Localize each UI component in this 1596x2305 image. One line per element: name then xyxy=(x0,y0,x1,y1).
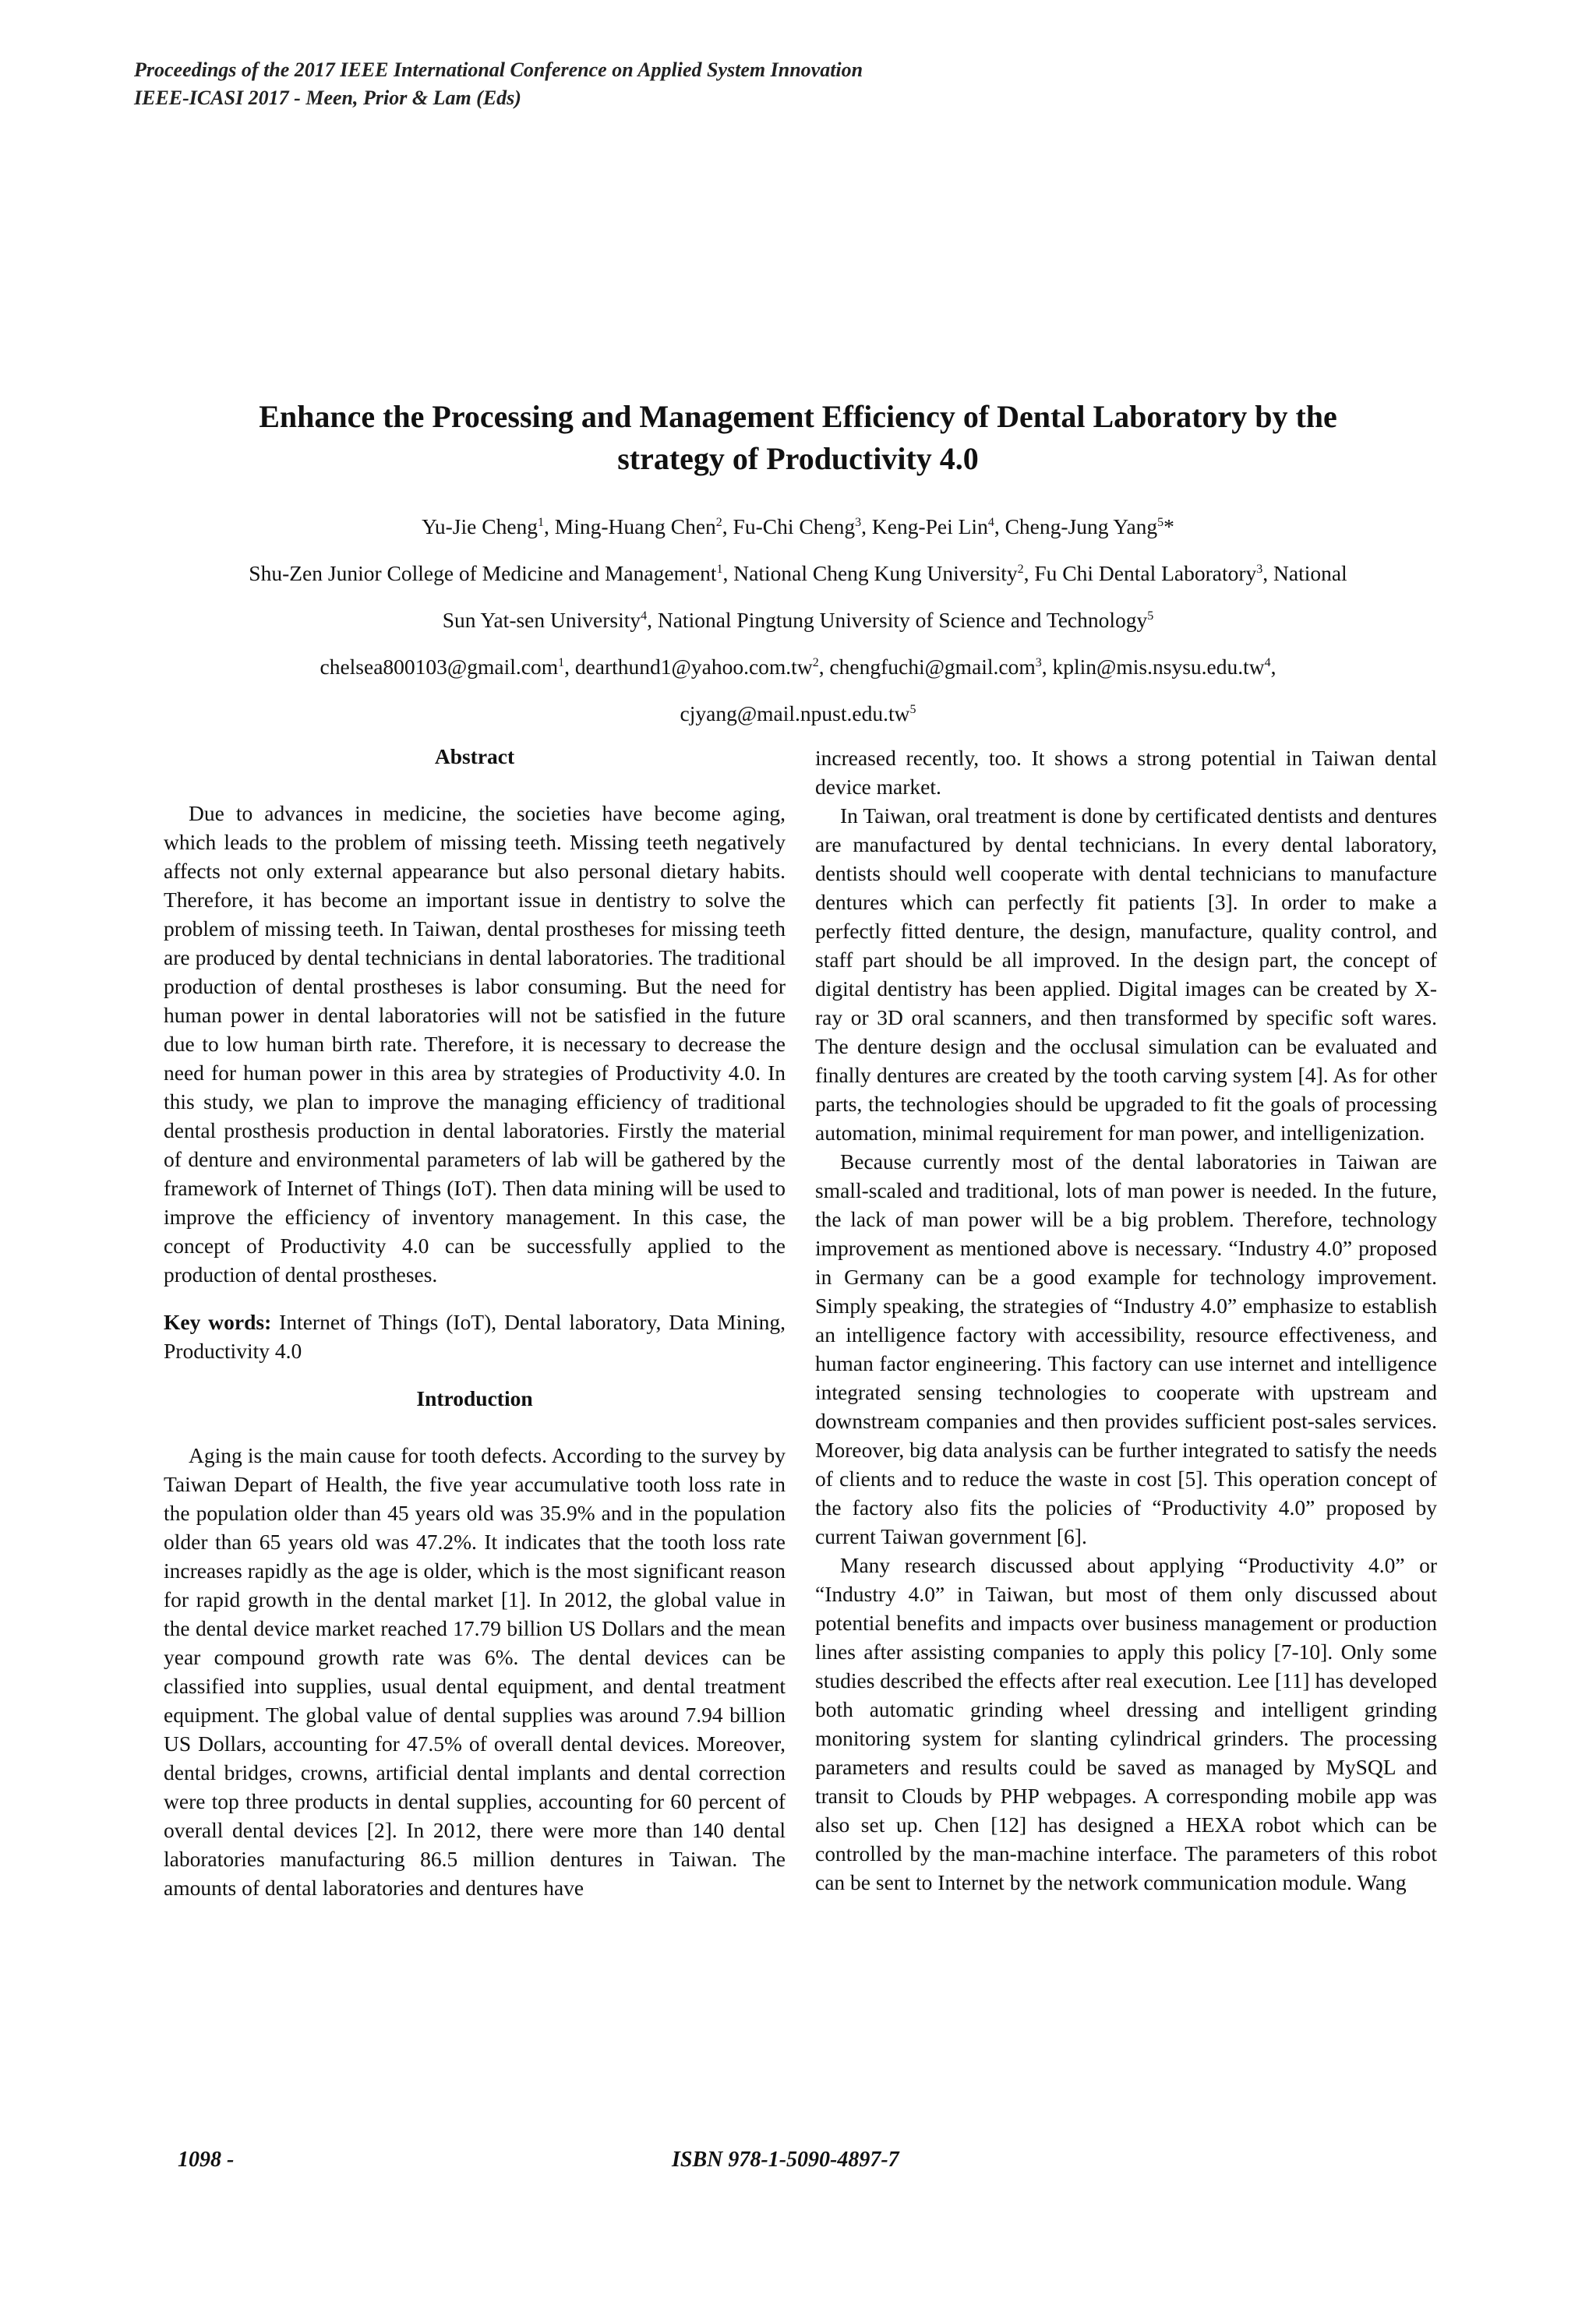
paragraph: Many research discussed about applying “Productivity 4.0” or “Industry 4.0” in Taiwan, but most of them only discussed about potential benefits and impacts over business management or production lines after assisting companies to apply this policy [7-10]. Only some studies described the effects after real execution. Lee [11] has developed both automatic grinding wheel dressing and intelligent grinding monitoring system for slanting cylindrical grinders. The processing parameters and results could be saved as managed by MySQL and transit to Clouds by PHP webpages. A corresponding mobile app was also set up. Chen [12] has designed a HEXA robot which can be controlled by the man-machine interface. The parameters of this robot can be sent to Internet by the network communication module. Wang xyxy=(815,1553,1437,1894)
email-link[interactable]: cjyang@mail.npust.edu.tw xyxy=(680,701,910,725)
emails-line-2 xyxy=(0,690,1596,737)
right-column xyxy=(815,743,1437,1897)
author-name: Keng-Pei Lin xyxy=(871,514,988,538)
isbn: ISBN 978-1-5090-4897-7 xyxy=(672,2148,899,2172)
email-link[interactable]: , dearthund1@yahoo.com.tw xyxy=(564,655,813,679)
email-sup: 5 xyxy=(909,702,916,716)
affiliation: , Fu Chi Dental Laboratory xyxy=(1023,561,1257,585)
header-line-1: Proceedings of the 2017 IEEE International Conference on Applied System Innovation xyxy=(134,58,863,81)
author-name: Ming-Huang Chen xyxy=(554,514,716,538)
author-sep: , xyxy=(722,514,733,538)
paragraph: increased recently, too. It shows a strong potential in Taiwan dental device market. xyxy=(815,746,1437,799)
author-sup: 5 xyxy=(1157,515,1164,529)
introduction-heading: Introduction xyxy=(416,1386,533,1410)
affiliation: , National xyxy=(1262,561,1347,585)
abstract-heading: Abstract xyxy=(434,744,515,768)
author-sup: 2 xyxy=(715,515,722,529)
emails-line-1 xyxy=(0,644,1596,690)
affiliations-line-1 xyxy=(0,550,1596,597)
email-separator: , xyxy=(1270,655,1276,679)
email-sup: 4 xyxy=(1264,655,1271,669)
affiliation: Shu-Zen Junior College of Medicine and Management xyxy=(249,561,717,585)
page-number: 1098 - xyxy=(178,2148,235,2172)
email-sup: 2 xyxy=(812,655,819,669)
author-name: Yu-Jie Cheng xyxy=(422,514,538,538)
affiliations-line-2 xyxy=(0,597,1596,644)
title-line-2: strategy of Productivity 4.0 xyxy=(617,441,979,476)
author-sep: * xyxy=(1163,514,1174,538)
email-sup: 3 xyxy=(1035,655,1042,669)
keywords xyxy=(164,1308,786,1365)
affiliation-sup: 1 xyxy=(716,562,723,576)
conference-header xyxy=(134,56,863,112)
email-link[interactable]: , chengfuchi@gmail.com xyxy=(818,655,1036,679)
affiliation-sup: 5 xyxy=(1147,609,1154,623)
left-column xyxy=(164,742,786,1902)
author-sep: , xyxy=(861,514,872,538)
author-sep: , xyxy=(544,514,555,538)
affiliation: , National Pingtung University of Science and Technology xyxy=(647,608,1148,632)
author-names xyxy=(0,503,1596,550)
paragraph: In Taiwan, oral treatment is done by certificated dentists and dentures are manufactured by dental technicians. In every dental laboratory, dentists should well cooperate with dental technicians to manufacture dentures which can perfectly fit patients [3]. In order to make a perfectly fitted denture, the design, manufacture, quality control, and staff part should be all improved. In the design part, the concept of digital dentistry has been applied. Digital images can be created by X-ray or 3D oral scanners, and then transformed by specific soft wares. The denture design and the occlusal simulation can be evaluated and finally dentures are created by the tooth carving system [4]. As for other parts, the technologies should be upgraded to fit the goals of processing automation, minimal requirement for man power, and intelligenization. xyxy=(815,803,1437,1145)
keywords-label: Key words: xyxy=(164,1310,272,1334)
author-sup: 1 xyxy=(538,515,545,529)
header-line-2: IEEE-ICASI 2017 - Meen, Prior & Lam (Eds) xyxy=(134,86,521,109)
author-name: Fu-Chi Cheng xyxy=(733,514,856,538)
paper-title xyxy=(0,396,1596,480)
keywords-text: Internet of Things (IoT), Dental laboratory, Data Mining, Productivity 4.0 xyxy=(164,1310,786,1363)
affiliation: , National Cheng Kung University xyxy=(722,561,1018,585)
paragraph: Because currently most of the dental laboratories in Taiwan are small-scaled and traditional, lots of man power is needed. In the future, the lack of man power will be a big problem. Therefore, technology improvement as mentioned above is necessary. “Industry 4.0” proposed in Germany can be a good example for technology improvement. Simply speaking, the strategies of “Industry 4.0” emphasize to establish an intelligence factory with accessibility, resource effectiveness, and human factor engineering. This factory can use internet and intelligence integrated sensing technologies to cooperate with upstream and downstream companies and then provides sufficient post-sales services. Moreover, big data analysis can be further integrated to satisfy the needs of clients and to reduce the waste in cost [5]. This operation concept of the factory also fits the policies of “Productivity 4.0” proposed by current Taiwan government [6]. xyxy=(815,1149,1437,1548)
author-sep: , xyxy=(994,514,1005,538)
author-block xyxy=(0,503,1596,737)
affiliation-sup: 3 xyxy=(1256,562,1263,576)
author-sup: 4 xyxy=(987,515,994,529)
email-link[interactable]: , kplin@mis.nsysu.edu.tw xyxy=(1041,655,1265,679)
title-line-1: Enhance the Processing and Management Efficiency of Dental Laboratory by the xyxy=(259,399,1337,434)
introduction-text: Aging is the main cause for tooth defects. According to the survey by Taiwan Depart of Health, the five year accumulative tooth loss rate in the population older than 45 years old was 35.9% and in the population older than 65 years old was 47.2%. It indicates that the tooth loss rate increases rapidly as the age is older, which is the most significant reason for rapid growth in the dental market [1]. In 2012, the global value in the dental device market reached 17.79 billion US Dollars and the mean year compound growth rate was 6%. The dental devices can be classified into supplies, usual dental equipment, and dental treatment equipment. The global value of dental supplies was around 7.94 billion US Dollars, accounting for 47.5% of overall dental devices. Moreover, dental bridges, crowns, artificial dental implants and dental correction were top three products in dental supplies, accounting for 60 percent of overall dental devices [2]. In 2012, there were more than 140 dental laboratories manufacturing 86.5 million dentures in Taiwan. The amounts of dental laboratories and dentures have xyxy=(164,1443,786,1900)
author-sup: 3 xyxy=(855,515,862,529)
affiliation-sup: 2 xyxy=(1017,562,1024,576)
author-name: Cheng-Jung Yang xyxy=(1005,514,1158,538)
email-link[interactable]: chelsea800103@gmail.com xyxy=(320,655,559,679)
abstract-text: Due to advances in medicine, the societies have become aging, which leads to the problem of missing teeth. Missing teeth negatively affects not only external appearance but also personal dietary habits. Therefore, it has become an important issue in dentistry to solve the problem of missing teeth. In Taiwan, dental prostheses for missing teeth are produced by dental technicians in dental laboratories. The traditional production of dental prostheses is labor consuming. But the need for human power in dental laboratories will not be satisfied in the future due to low human birth rate. Therefore, it is necessary to decrease the need for human power in this area by strategies of Productivity 4.0. In this study, we plan to improve the managing efficiency of traditional dental prosthesis production in dental laboratories. Firstly the material of denture and environmental parameters of lab will be gathered by the framework of Internet of Things (IoT). Then data mining will be used to improve the efficiency of inventory management. In this case, the concept of Productivity 4.0 can be successfully applied to the production of dental prostheses. xyxy=(164,801,786,1287)
affiliation: Sun Yat-sen University xyxy=(442,608,641,632)
affiliation-sup: 4 xyxy=(641,609,648,623)
email-sup: 1 xyxy=(558,655,565,669)
